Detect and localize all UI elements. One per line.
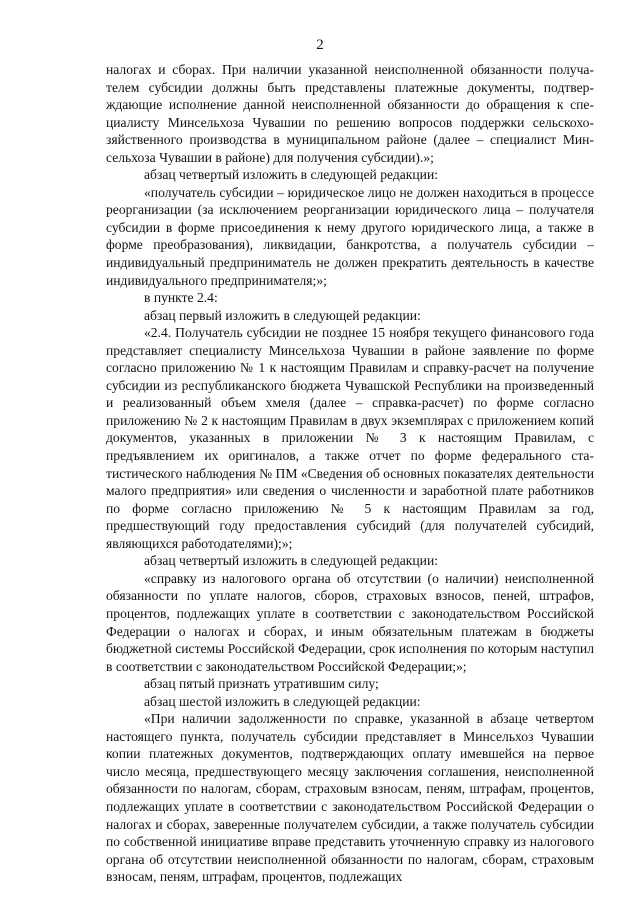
paragraph-quoted: «получатель субсидии – юридическое лицо не должен находиться в процессе реорганизации (за исключением реорганизации юридического лица – получателя субсидии в форме присоединения к нему другого юридического лица, а также в форме преобразования), ликвидации, банкротства, а получатель субсидии – индивидуальный предприниматель не должен прекратить деятельность в качестве индивидуального предпринимателя;»; bbox=[106, 184, 594, 288]
paragraph-instruction: в пункте 2.4: bbox=[144, 290, 218, 306]
page-number: 2 bbox=[316, 37, 324, 53]
paragraph-quoted: «При наличии задолженности по справке, указанной в абзаце четвертом настоящего пункта, получатель субсидии представляет в Минсельхоз Чувашии копии платежных документов, подтверждающих оплату имевшейся на первое число месяца, предшествующего месяцу заключения соглашения, неисполненной обязанности по налогам, сборам, страховым взносам, пеням, штрафам, процентов, подлежащих уплате в соответствии с законодательством Российской Федерации о налогах и сборах, заверенные получателем субсидии, а также получатель субсидии по собственной инициативе вправе представить уточненную справку из налогового органа об отсутствии неисполненной обязанности по налогам, сборам, страховым взносам, пеням, штрафам, процентов, подлежащих bbox=[106, 711, 594, 885]
paragraph-quoted: «справку из налогового органа об отсутствии (о наличии) неисполненной обязанности по уплате налогов, сборов, страховых взносов, пеней, штрафов, процентов, подлежащих уплате в соответствии с законодательством Российской Федерации о налогах и сборах, и иным обязательным платежам в бюджеты бюджетной системы Российской Федерации, срок исполнения по которым наступил в соответствии с законодательством Российской Федерации;»; bbox=[106, 570, 594, 674]
paragraph-instruction: абзац шестой изложить в следующей редакции: bbox=[144, 693, 421, 709]
paragraph-quoted: «2.4. Получатель субсидии не позднее 15 ноября текущего финансового года представляет специалисту Минсельхоза Чувашии в районе заявление по форме согласно приложению № 1 к настоящим Правилам и справку-расчет на получение субсидии из республиканского бюджета Чувашской Республики на произведенный и реализованный объем хмеля (далее – справка-расчет) по форме согласно приложению № 2 к настоящим Правилам в двух экземплярах с приложением копий документов, указанных в приложении № 3 к настоящим Правилам, с предъявлением их оригиналов, а также отчет по форме федерального статистического наблюдения № ПМ «Сведения об основных показателях деятельности малого предприятия» или сведения о численности и заработной плате работников по форме согласно приложению № 5 к настоящим Правилам за год, предшествующий году предоставления субсидий (для получателей субсидий, являющихся работодателями);»; bbox=[106, 325, 594, 551]
paragraph-instruction: абзац четвертый изложить в следующей редакции: bbox=[144, 553, 439, 569]
paragraph-instruction: абзац четвертый изложить в следующей редакции: bbox=[144, 167, 439, 183]
paragraph-instruction: абзац первый изложить в следующей редакции: bbox=[144, 307, 421, 323]
paragraph-instruction: абзац пятый признать утратившим силу; bbox=[144, 676, 379, 692]
document-body bbox=[106, 61, 594, 886]
paragraph-continuation: налогах и сборах. При наличии указанной неисполненной обязанности получателем субсидии должны быть представлены платежные документы, подтверждающие исполнение данной неисполненной обязанности до обращения к специалисту Минсельхоза Чувашии по решению вопросов поддержки сельскохозяйственного производства в муниципальном районе (далее – специалист Минсельхоза Чувашии в районе) для получения субсидии).»; bbox=[106, 62, 594, 165]
